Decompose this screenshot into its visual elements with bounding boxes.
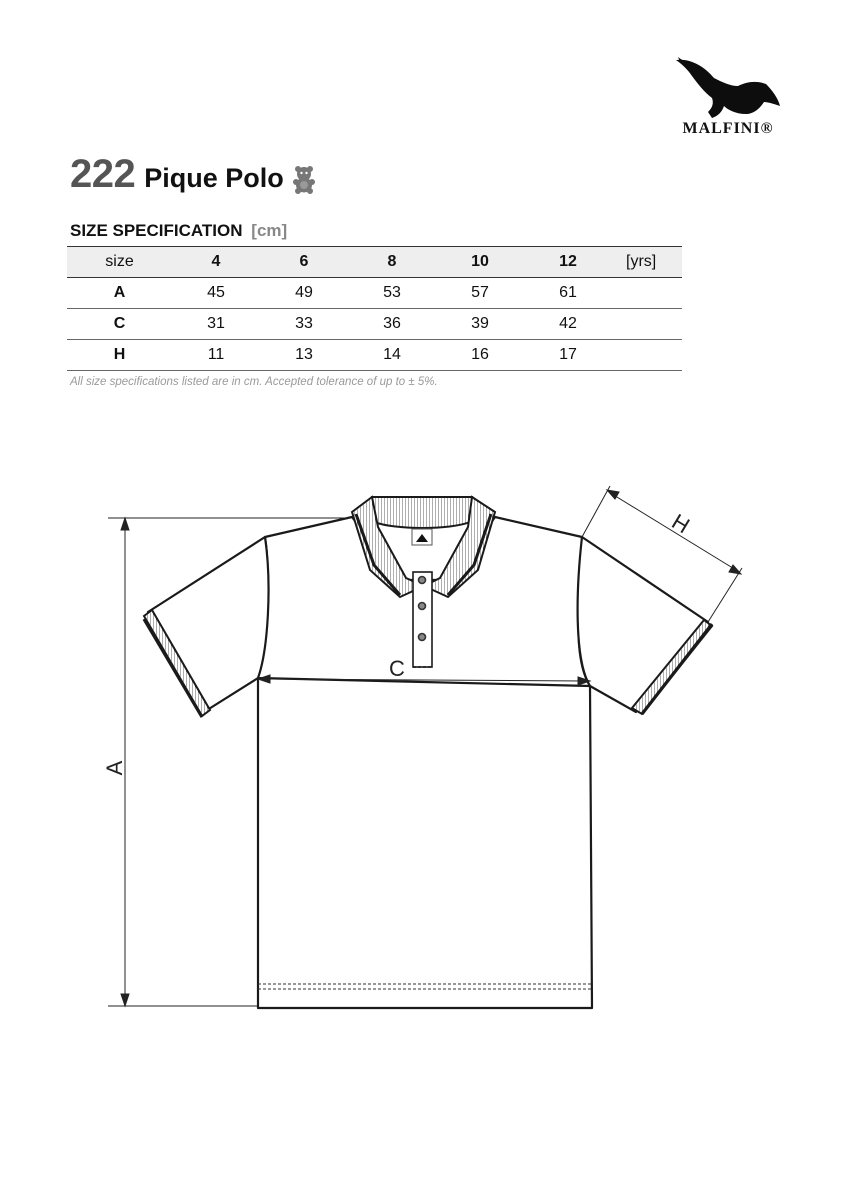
size-table xyxy=(67,246,682,371)
label-h: H xyxy=(667,508,695,539)
eagle-icon xyxy=(668,52,788,122)
size-12: 12 xyxy=(524,247,612,278)
table-cell: 31 xyxy=(172,309,260,340)
table-cell: 61 xyxy=(524,278,612,309)
size-8: 8 xyxy=(348,247,436,278)
table-cell: 13 xyxy=(260,340,348,371)
row-label: A xyxy=(67,278,172,309)
label-a: A xyxy=(102,760,127,776)
table-row xyxy=(67,340,682,371)
spec-unit: [cm] xyxy=(251,221,288,240)
table-cell-empty xyxy=(612,340,682,371)
header-label: size xyxy=(67,247,172,278)
size-unit: [yrs] xyxy=(612,247,682,278)
table-cell: 16 xyxy=(436,340,524,371)
row-label: H xyxy=(67,340,172,371)
table-cell: 14 xyxy=(348,340,436,371)
table-cell: 49 xyxy=(260,278,348,309)
table-cell: 17 xyxy=(524,340,612,371)
size-6: 6 xyxy=(260,247,348,278)
table-cell: 57 xyxy=(436,278,524,309)
table-cell: 53 xyxy=(348,278,436,309)
table-cell-empty xyxy=(612,309,682,340)
table-cell: 42 xyxy=(524,309,612,340)
label-c: C xyxy=(389,656,405,681)
size-4: 4 xyxy=(172,247,260,278)
polo-diagram xyxy=(0,470,849,1030)
brand-name: MALFINI® xyxy=(682,120,774,137)
table-cell-empty xyxy=(612,278,682,309)
teddy-bear-icon xyxy=(292,164,316,194)
table-cell: 45 xyxy=(172,278,260,309)
table-cell: 11 xyxy=(172,340,260,371)
product-name: Pique Polo xyxy=(144,163,284,193)
row-label: C xyxy=(67,309,172,340)
product-code: 222 xyxy=(70,152,136,196)
table-cell: 36 xyxy=(348,309,436,340)
spec-heading xyxy=(70,221,287,241)
tolerance-note: All size specifications listed are in cm. Accepted tolerance of up to ± 5%. xyxy=(70,376,438,388)
brand-logo xyxy=(668,52,788,147)
table-header-row xyxy=(67,247,682,278)
spec-heading-text: SIZE SPECIFICATION xyxy=(70,221,243,240)
table-row xyxy=(67,309,682,340)
page-title xyxy=(70,152,316,197)
size-10: 10 xyxy=(436,247,524,278)
table-cell: 33 xyxy=(260,309,348,340)
table-cell: 39 xyxy=(436,309,524,340)
placket xyxy=(413,572,432,667)
table-row xyxy=(67,278,682,309)
